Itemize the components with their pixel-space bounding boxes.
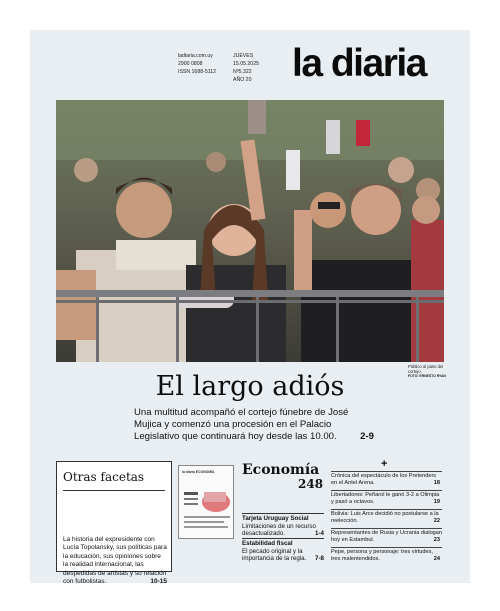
thumb-label: la diaria ECONOMÍA: [182, 470, 215, 474]
plus-icon: +: [381, 458, 388, 470]
front-page: [30, 30, 470, 586]
date: 15.05.2025: [233, 61, 259, 67]
more-item-text: Crónica del espectáculo de los Pretenders en el Antel Arena.: [331, 473, 437, 487]
phone: 2900 0808: [178, 61, 203, 67]
otras-body: La historia del expresidente con Lucía Topolansky, sus políticas para la educación, sus opiniones sobre la realidad internacional, las despedidas de artistas y su relación con futbolistas.: [63, 536, 167, 586]
economia-item[interactable]: [242, 540, 324, 563]
economia-item-pages: 1-4: [315, 530, 324, 538]
economia-item[interactable]: [242, 515, 324, 538]
masthead-contact: [178, 52, 216, 76]
issn: ISSN 1688-5112: [178, 69, 216, 75]
economia-number: 248: [298, 477, 324, 491]
otras-title: Otras facetas: [63, 470, 145, 484]
economia-item-body: Limitaciones de un recurso desactualizado.: [242, 522, 316, 538]
otras-text: [63, 536, 167, 586]
more-item-page: 18: [433, 480, 440, 487]
more-item-page: 23: [433, 537, 440, 544]
economia-cover-art: [180, 478, 234, 538]
lead-pages: 2-9: [360, 431, 374, 443]
more-divider: [331, 528, 442, 529]
issue-number: Nº5.322: [233, 69, 252, 75]
otras-facetas-box[interactable]: [56, 461, 172, 586]
more-divider: [331, 471, 442, 472]
masthead-issue-info: [233, 52, 259, 84]
photo-credit: FOTO: ERNESTO RYAN: [408, 374, 446, 379]
economia-item-body: El pecado original y la importancia de la regla.: [242, 547, 307, 563]
economia-item-head: Estabilidad fiscal: [242, 540, 293, 547]
more-item[interactable]: [331, 549, 442, 564]
economia-divider: [242, 513, 324, 514]
lead-dek: [134, 407, 374, 444]
crowd-photo-illustration: [56, 100, 444, 362]
more-item-text: Representantes de Rusia y Ucrania dialogan hoy en Estambul.: [331, 530, 443, 544]
more-item[interactable]: [331, 473, 442, 488]
more-item-text: Bolivia: Luis Arce decidió no postularse a la reelección.: [331, 511, 439, 525]
more-item[interactable]: [331, 530, 442, 545]
economia-divider: [242, 538, 324, 539]
economia-item-pages: 7-8: [315, 555, 324, 563]
newspaper-logo[interactable]: la diaria: [292, 42, 426, 85]
economia-cover-thumbnail[interactable]: [178, 465, 234, 539]
economia-title[interactable]: Economía: [242, 462, 320, 478]
site-url[interactable]: ladiaria.com.uy: [178, 53, 213, 59]
lead-photo[interactable]: [56, 100, 444, 362]
lead-dek-text: Una multitud acompañó el cortejo fúnebre de José Mujica y comenzó una procesión en el Palacio Legislativo que continuará hoy desde las 10.00.: [134, 407, 349, 443]
more-item-page: 24: [433, 556, 440, 563]
more-item-text: Libertadores: Peñarol le ganó 3-2 a Olimpia y pasó a octavos.: [331, 492, 440, 506]
more-divider: [331, 547, 442, 548]
otras-divider: [63, 490, 165, 491]
more-item-page: 22: [433, 518, 440, 525]
more-item[interactable]: [331, 511, 442, 526]
photo-caption-text: Público al paso del cortejo.: [408, 364, 444, 375]
lead-headline[interactable]: El largo adiós: [155, 371, 345, 402]
otras-pages: 10-15: [150, 578, 167, 586]
economia-item-head: Tarjeta Uruguay Social: [242, 515, 309, 522]
more-divider: [331, 490, 442, 491]
year: AÑO 20: [233, 77, 252, 83]
more-item[interactable]: [331, 492, 442, 507]
more-item-text: Pepe, persona y personaje: tres virtudes, tres malentendidos.: [331, 549, 433, 563]
day: JUEVES: [233, 53, 254, 59]
more-item-page: 19: [433, 499, 440, 506]
more-divider: [331, 509, 442, 510]
